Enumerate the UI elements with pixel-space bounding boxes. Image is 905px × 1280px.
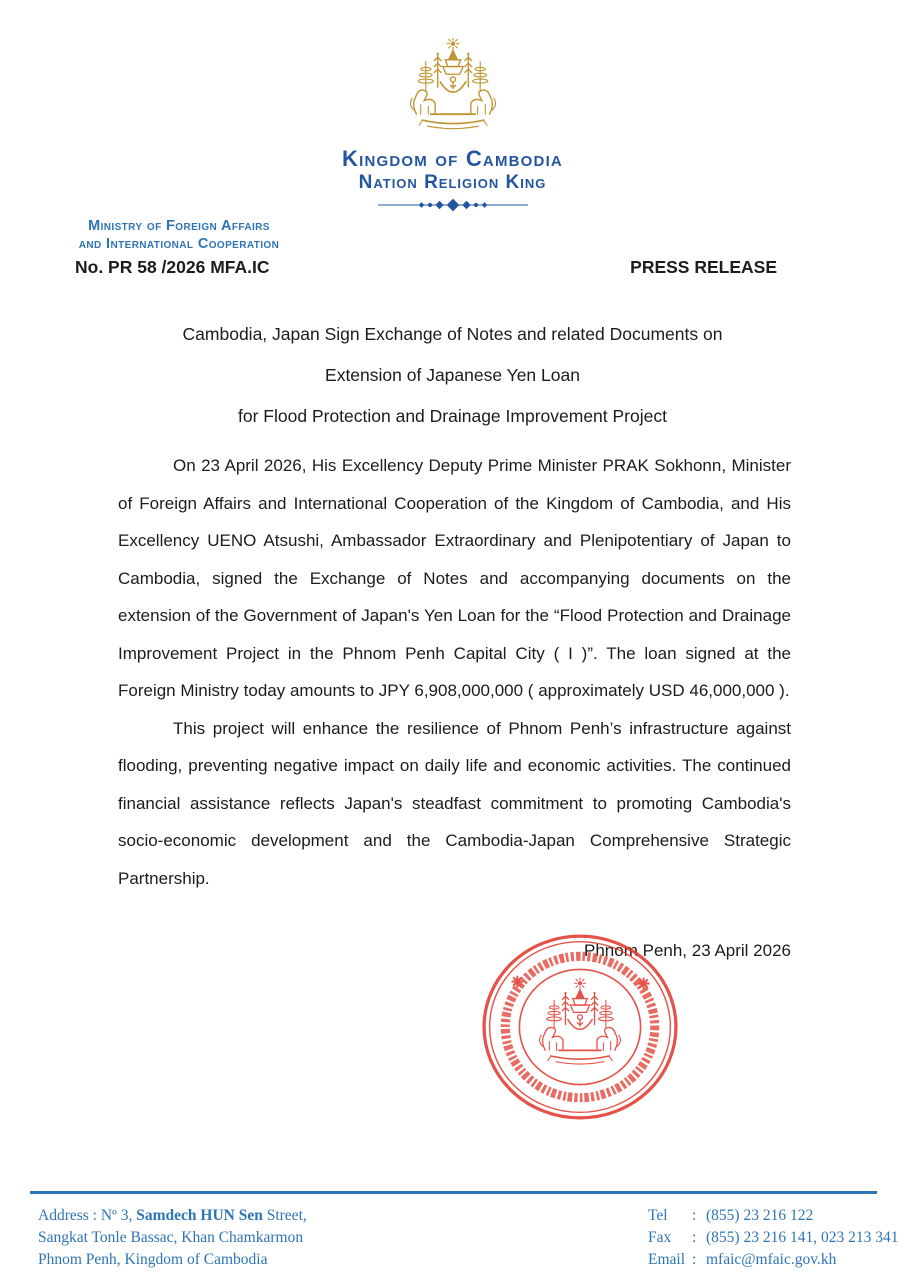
address-line-2: Sangkat Tonle Bassac, Khan Chamkarmon [38,1229,304,1246]
ministry-seal-stamp-icon [479,931,681,1123]
paragraph-1: On 23 April 2026, His Excellency Deputy Prime Minister PRAK Sokhonn, Minister of Foreign Affairs and International Cooperation of the Kingdom of Cambodia, and His Excellency UENO Atsushi, Ambassador Extraordinary and Plenipotentiary of Japan to Cambodia, signed the Exchange of Notes and accompanying documents on the extension of the Government of Japan's Yen Loan for the “Flood Protection and Drainage Improvement Project in the Phnom Penh Capital City ( I )”. The loan signed at the Foreign Ministry today amounts to JPY 6,908,000,000 ( approximately USD 46,000,000 ). [118,456,791,700]
title-line-1: Cambodia, Japan Sign Exchange of Notes and related Documents on [182,324,723,344]
address-line-3: Phnom Penh, Kingdom of Cambodia [38,1251,268,1268]
ornamental-divider-icon [378,198,528,212]
reference-row [0,257,905,278]
address-line-1: Address : Nº 3, Samdech HUN Sen Street, [38,1207,307,1224]
press-release-label: PRESS RELEASE [630,257,777,277]
royal-arms-emblem-icon [402,32,504,142]
title-line-2: Extension of Japanese Yen Loan [325,365,580,385]
ministry-line-2: and International Cooperation [78,236,280,252]
footer-contact-block [648,1205,898,1271]
national-motto: Nation Religion King [358,172,547,193]
body-text [118,447,791,897]
footer-address-block [38,1205,307,1271]
tel-value: (855) 23 216 122 [706,1207,814,1224]
fax-value: (855) 23 216 141, 023 213 341 [706,1229,899,1246]
paragraph-2: This project will enhance the resilience of Phnom Penh’s infrastructure against flooding, preventing negative impact on daily life and economic activities. The continued financial assistance reflects Japan's steadfast commitment to promoting Cambodia's socio-economic development and the Cambodia-Japan Comprehensive Strategic Partnership. [118,718,791,888]
email-value: mfaic@mfaic.gov.kh [706,1251,837,1268]
contact-fax: Fax : (855) 23 216 141, 023 213 341 [648,1227,898,1249]
dateline: Phnom Penh, 23 April 2026 [584,941,791,960]
ministry-line-1: Ministry of Foreign Affairs [88,218,270,234]
title-line-3: for Flood Protection and Drainage Improvement Project [238,406,667,426]
kingdom-heading: Kingdom of Cambodia [342,146,563,171]
ministry-heading [36,217,322,253]
document-title [60,314,845,437]
reference-number: No. PR 58 /2026 MFA.IC [75,257,270,277]
contact-email: Email : mfaic@mfaic.gov.kh [648,1249,898,1271]
footer-divider-line [30,1191,877,1194]
contact-tel: Tel : (855) 23 216 122 [648,1205,898,1227]
address-street-bold: Samdech HUN Sen [136,1207,263,1224]
